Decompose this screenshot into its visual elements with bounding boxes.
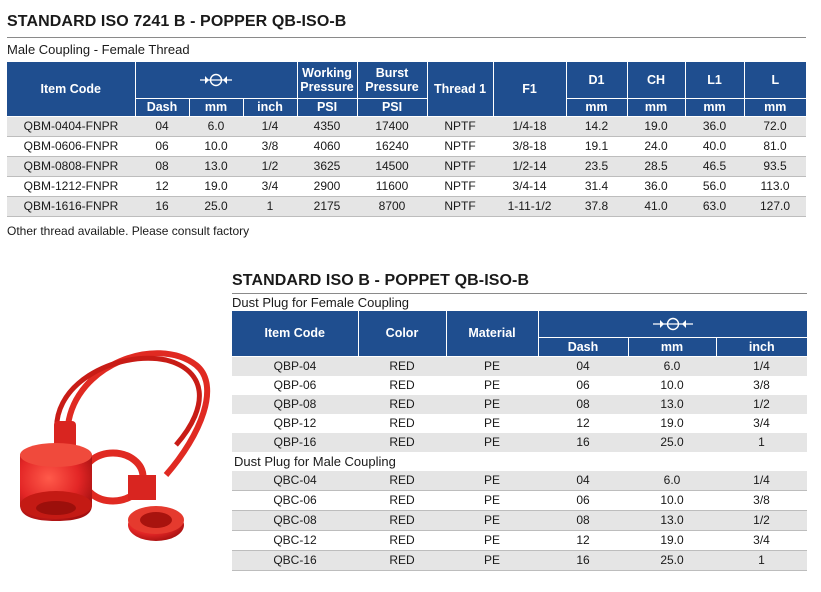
dash-cell: 04 <box>538 471 628 491</box>
material-cell: PE <box>446 530 538 550</box>
mm-cell: 13.0 <box>189 156 243 176</box>
item-code-cell: QBP-08 <box>232 395 358 414</box>
l1-cell: 46.5 <box>685 156 744 176</box>
item-code-cell: QBM-0404-FNPR <box>7 116 135 136</box>
color-cell: RED <box>358 510 446 530</box>
material-cell: PE <box>446 550 538 570</box>
dash-cell: 06 <box>538 490 628 510</box>
color-cell: RED <box>389 415 415 430</box>
col-burst-pressure: Burst Pressure <box>357 62 427 98</box>
inch-cell: 1/4 <box>716 356 807 376</box>
dash-cell: 16 <box>538 550 628 570</box>
color-cell: RED <box>358 356 446 376</box>
inch-cell: 1 <box>243 196 297 216</box>
dash-cell: 12 <box>576 415 590 430</box>
ch-cell: 41.0 <box>627 196 685 216</box>
inch-cell: 3/4 <box>753 415 770 430</box>
col-d1: D1 <box>566 62 627 98</box>
mm-cell: 6.0 <box>628 356 716 376</box>
f1-cell: 3/4-14 <box>493 176 566 196</box>
col-l1: L1 <box>685 62 744 98</box>
item-code-cell: QBP-12 <box>273 415 317 430</box>
coupling-row <box>7 156 806 176</box>
unit-mm-l: mm <box>744 98 806 116</box>
unit-inch: inch <box>243 98 297 116</box>
col-working-pressure: Working Pressure <box>297 62 357 98</box>
f1-cell: 3/8-18 <box>493 136 566 156</box>
male-plug-row <box>232 471 807 491</box>
d1-cell: 14.2 <box>566 116 627 136</box>
item-code-cell: QBC-08 <box>232 510 358 530</box>
d1-cell: 19.1 <box>566 136 627 156</box>
burst-psi-cell: 11600 <box>357 176 427 196</box>
burst-psi-cell: 14500 <box>357 156 427 176</box>
color-cell: RED <box>358 490 446 510</box>
l-cell: 113.0 <box>744 176 806 196</box>
item-code-cell: QBM-1212-FNPR <box>7 176 135 196</box>
f1-cell: 1/2-14 <box>493 156 566 176</box>
mm-cell: 25.0 <box>628 550 716 570</box>
col-ch: CH <box>627 62 685 98</box>
coupling-row <box>7 136 806 156</box>
unit-mm: mm <box>189 98 243 116</box>
dash-cell: 12 <box>538 530 628 550</box>
mm-cell: 6.0 <box>189 116 243 136</box>
l-cell: 93.5 <box>744 156 806 176</box>
l1-cell: 40.0 <box>685 136 744 156</box>
section2-divider <box>232 293 807 294</box>
item-code-cell: QBM-0808-FNPR <box>7 156 135 176</box>
red-dust-plug-photo <box>6 325 220 547</box>
item-code-cell: QBC-16 <box>232 550 358 570</box>
inch-cell: 1/4 <box>716 471 807 491</box>
unit-mm-l1: mm <box>685 98 744 116</box>
female-plug-row <box>232 433 807 452</box>
color-cell: RED <box>358 550 446 570</box>
working-psi-cell: 4350 <box>297 116 357 136</box>
f1-cell: 1-11-1/2 <box>493 196 566 216</box>
col-thread1: Thread 1 <box>427 62 493 116</box>
ch-cell: 28.5 <box>627 156 685 176</box>
item-code-cell: QBP-06 <box>273 377 317 392</box>
material-cell: PE <box>483 415 500 430</box>
coupling-row <box>7 116 806 136</box>
col-l: L <box>744 62 806 98</box>
inch-cell: 3/4 <box>716 530 807 550</box>
mm-cell: 10.0 <box>189 136 243 156</box>
male-plug-subtitle: Dust Plug for Male Coupling <box>232 452 807 471</box>
section1-subtitle: Male Coupling - Female Thread <box>7 42 190 57</box>
l1-cell: 63.0 <box>685 196 744 216</box>
male-plug-row <box>232 550 807 570</box>
col-size-group <box>135 62 297 98</box>
dash-cell: 16 <box>538 433 628 452</box>
male-plug-row <box>232 510 807 530</box>
female-plug-row <box>232 356 807 376</box>
material-cell: PE <box>446 433 538 452</box>
female-plug-row <box>232 414 807 433</box>
color-cell: RED <box>358 433 446 452</box>
dash-cell: 08 <box>538 510 628 530</box>
mm-cell: 6.0 <box>628 471 716 491</box>
col-size-group <box>538 311 807 337</box>
working-psi-cell: 2900 <box>297 176 357 196</box>
inch-cell: 3/8 <box>243 136 297 156</box>
l-cell: 81.0 <box>744 136 806 156</box>
ch-cell: 19.0 <box>627 116 685 136</box>
l-cell: 127.0 <box>744 196 806 216</box>
ch-cell: 24.0 <box>627 136 685 156</box>
burst-psi-cell: 8700 <box>357 196 427 216</box>
mm-cell: 10.0 <box>628 490 716 510</box>
thread-cell: NPTF <box>427 136 493 156</box>
section2-title: STANDARD ISO B - POPPET QB-ISO-B <box>232 272 530 289</box>
mm-cell: 19.0 <box>628 530 716 550</box>
thread-cell: NPTF <box>427 116 493 136</box>
l1-cell: 36.0 <box>685 116 744 136</box>
dash-cell: 06 <box>576 377 590 392</box>
unit-psi-working: PSI <box>297 98 357 116</box>
unit-inch: inch <box>716 337 807 356</box>
inch-cell: 1/4 <box>243 116 297 136</box>
coupling-row <box>7 176 806 196</box>
male-plug-row <box>232 490 807 510</box>
female-plug-subtitle: Dust Plug for Female Coupling <box>232 295 410 310</box>
thread-cell: NPTF <box>427 196 493 216</box>
inch-cell: 3/8 <box>753 377 770 392</box>
material-cell: PE <box>446 510 538 530</box>
coupling-row <box>7 196 806 216</box>
l-cell: 72.0 <box>744 116 806 136</box>
material-cell: PE <box>446 395 538 414</box>
ch-cell: 36.0 <box>627 176 685 196</box>
dash-cell: 06 <box>135 136 189 156</box>
mm-cell: 13.0 <box>628 510 716 530</box>
item-code-cell: QBC-04 <box>232 471 358 491</box>
item-code-cell: QBM-1616-FNPR <box>7 196 135 216</box>
material-cell: PE <box>483 377 500 392</box>
unit-dash: Dash <box>538 337 628 356</box>
dash-cell: 08 <box>135 156 189 176</box>
inch-cell: 1/2 <box>716 395 807 414</box>
unit-mm-ch: mm <box>627 98 685 116</box>
material-cell: PE <box>446 356 538 376</box>
d1-cell: 31.4 <box>566 176 627 196</box>
item-code-cell: QBM-0606-FNPR <box>7 136 135 156</box>
working-psi-cell: 2175 <box>297 196 357 216</box>
male-coupling-table <box>7 62 806 217</box>
thread-cell: NPTF <box>427 176 493 196</box>
burst-psi-cell: 17400 <box>357 116 427 136</box>
mm-cell: 25.0 <box>189 196 243 216</box>
item-code-cell: QBP-16 <box>232 433 358 452</box>
f1-cell: 1/4-18 <box>493 116 566 136</box>
col-color: Color <box>358 311 446 356</box>
coupling-icon <box>198 72 234 88</box>
dust-plug-table <box>232 311 807 571</box>
section1-title: STANDARD ISO 7241 B - POPPER QB-ISO-B <box>7 13 347 30</box>
inch-cell: 1/2 <box>243 156 297 176</box>
color-cell: RED <box>358 530 446 550</box>
inch-cell: 3/8 <box>716 490 807 510</box>
burst-psi-cell: 16240 <box>357 136 427 156</box>
mm-cell: 19.0 <box>189 176 243 196</box>
unit-mm: mm <box>628 337 716 356</box>
col-item-code: Item Code <box>7 62 135 116</box>
thread-cell: NPTF <box>427 156 493 176</box>
female-plug-row <box>232 376 807 395</box>
dash-cell: 12 <box>135 176 189 196</box>
dash-cell: 16 <box>135 196 189 216</box>
inch-cell: 1 <box>716 433 807 452</box>
mm-cell: 10.0 <box>660 377 684 392</box>
mm-cell: 25.0 <box>628 433 716 452</box>
working-psi-cell: 3625 <box>297 156 357 176</box>
d1-cell: 23.5 <box>566 156 627 176</box>
unit-dash: Dash <box>135 98 189 116</box>
inch-cell: 3/4 <box>243 176 297 196</box>
d1-cell: 37.8 <box>566 196 627 216</box>
col-item-code: Item Code <box>232 311 358 356</box>
coupling-icon <box>651 316 695 332</box>
col-material: Material <box>446 311 538 356</box>
item-code-cell: QBC-06 <box>232 490 358 510</box>
unit-mm-d1: mm <box>566 98 627 116</box>
male-plug-row <box>232 530 807 550</box>
material-cell: PE <box>446 490 538 510</box>
mm-cell: 13.0 <box>628 395 716 414</box>
inch-cell: 1 <box>716 550 807 570</box>
color-cell: RED <box>358 471 446 491</box>
dash-cell: 04 <box>135 116 189 136</box>
col-f1: F1 <box>493 62 566 116</box>
dash-cell: 08 <box>538 395 628 414</box>
mm-cell: 19.0 <box>660 415 684 430</box>
inch-cell: 1/2 <box>716 510 807 530</box>
female-plug-row <box>232 395 807 414</box>
item-code-cell: QBP-04 <box>232 356 358 376</box>
l1-cell: 56.0 <box>685 176 744 196</box>
unit-psi-burst: PSI <box>357 98 427 116</box>
working-psi-cell: 4060 <box>297 136 357 156</box>
item-code-cell: QBC-12 <box>232 530 358 550</box>
color-cell: RED <box>389 377 415 392</box>
material-cell: PE <box>446 471 538 491</box>
color-cell: RED <box>358 395 446 414</box>
section1-divider <box>7 37 806 38</box>
dash-cell: 04 <box>538 356 628 376</box>
thread-note: Other thread available. Please consult factory <box>7 224 250 238</box>
